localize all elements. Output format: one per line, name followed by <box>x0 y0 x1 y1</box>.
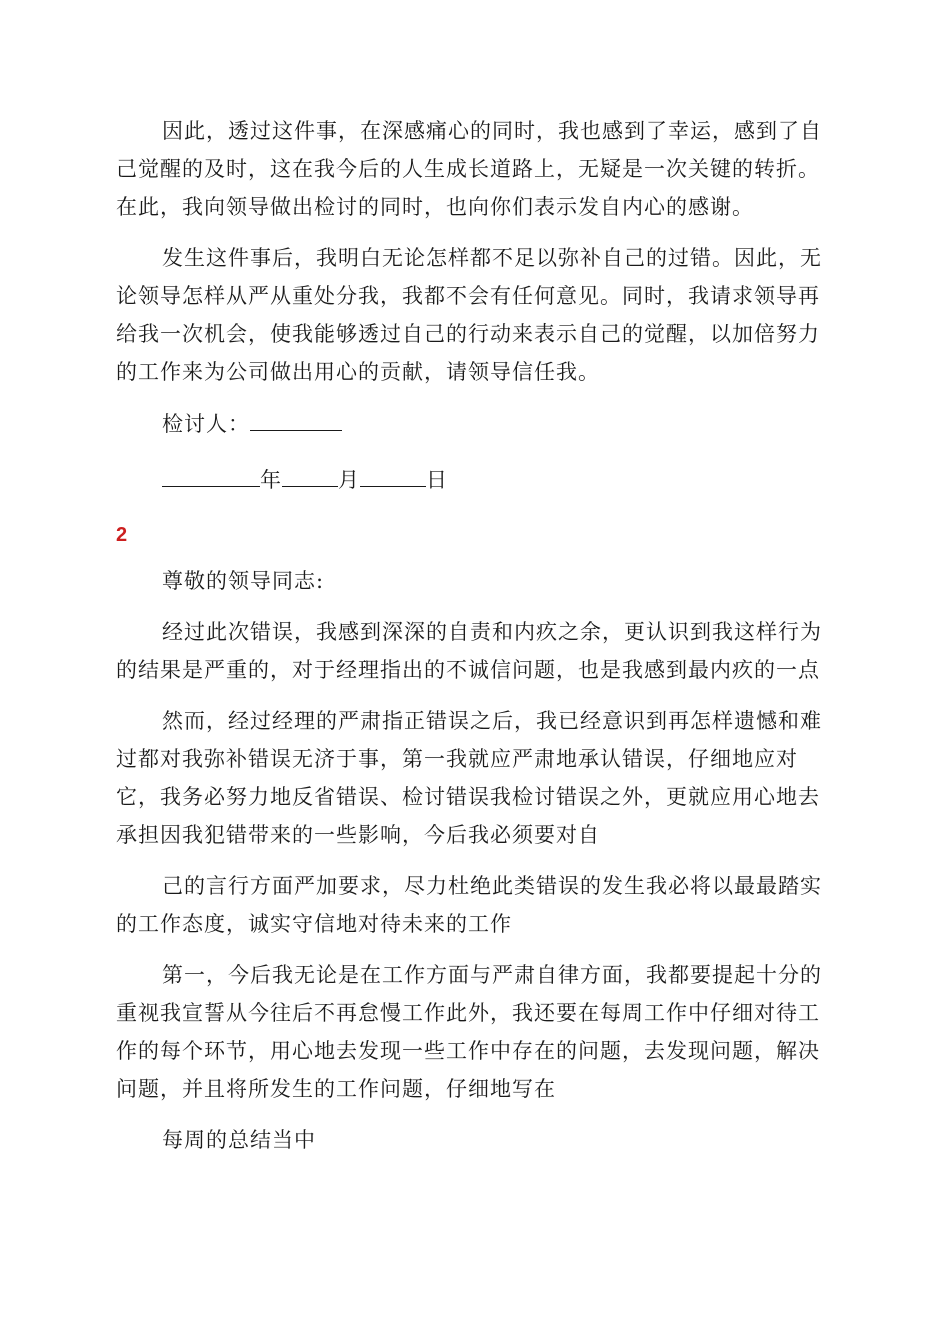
reviewer-signature-line <box>116 404 832 443</box>
paragraph-self-reproach <box>116 613 832 689</box>
text-line: 发生这件事后，我明白无论怎样都不足以弥补自己的过错。因此，无 <box>162 246 822 270</box>
paragraph-weekly-summary <box>116 1121 832 1159</box>
year-label: 年 <box>260 468 282 492</box>
text-line: 承担因我犯错带来的一些影响，今后我必须要对自 <box>116 823 600 847</box>
year-blank <box>162 460 260 487</box>
document-body <box>116 112 832 1172</box>
text-line: 尊敬的领导同志: <box>162 569 325 593</box>
text-line: 问题，并且将所发生的工作问题，仔细地写在 <box>116 1077 556 1101</box>
paragraph-acknowledgement <box>116 702 832 854</box>
text-line: 己的言行方面严加要求，尽力杜绝此类错误的发生我必将以最最踏实 <box>162 874 822 898</box>
text-line: 然而，经过经理的严肃指正错误之后，我已经意识到再怎样遗憾和难 <box>162 709 822 733</box>
text-line: 的工作来为公司做出用心的贡献，请领导信任我。 <box>116 360 600 384</box>
text-line: 的工作态度，诚实守信地对待未来的工作 <box>116 912 512 936</box>
text-line: 经过此次错误，我感到深深的自责和内疚之余，更认识到我这样行为 <box>162 620 822 644</box>
text-line: 论领导怎样从严从重处分我，我都不会有任何意见。同时，我请求领导再 <box>116 284 820 308</box>
paragraph-commitment <box>116 867 832 943</box>
text-line: 的结果是严重的，对于经理指出的不诚信问题，也是我感到最内疚的一点 <box>116 658 820 682</box>
paragraph-first-point <box>116 956 832 1108</box>
day-label: 日 <box>426 468 448 492</box>
text-line: 它，我务必努力地反省错误、检讨错误我检讨错误之外，更就应用心地去 <box>116 785 820 809</box>
text-line: 每周的总结当中 <box>162 1128 316 1152</box>
text-line: 给我一次机会，使我能够透过自己的行动来表示自己的觉醒，以加倍努力 <box>116 322 820 346</box>
date-line <box>116 460 832 499</box>
text-line: 第一，今后我无论是在工作方面与严肃自律方面，我都要提起十分的 <box>162 963 822 987</box>
text-line: 己觉醒的及时，这在我今后的人生成长道路上，无疑是一次关键的转折。 <box>116 157 820 181</box>
month-blank <box>282 460 338 487</box>
paragraph-request <box>116 239 832 391</box>
day-blank <box>360 460 426 487</box>
text-line: 因此，透过这件事，在深感痛心的同时，我也感到了幸运，感到了自 <box>162 119 822 143</box>
reviewer-label: 检讨人： <box>162 412 250 436</box>
text-line: 重视我宣誓从今往后不再怠慢工作此外，我还要在每周工作中仔细对待工 <box>116 1001 820 1025</box>
text-line: 作的每个环节，用心地去发现一些工作中存在的问题，去发现问题，解决 <box>116 1039 820 1063</box>
reviewer-blank <box>250 404 342 431</box>
month-label: 月 <box>338 468 360 492</box>
text-line: 在此，我向领导做出检讨的同时，也向你们表示发自内心的感谢。 <box>116 195 754 219</box>
paragraph-gratitude <box>116 112 832 226</box>
text-line: 过都对我弥补错误无济于事，第一我就应严肃地承认错误，仔细地应对 <box>116 747 798 771</box>
section-number: 2 <box>116 524 128 546</box>
salutation <box>116 562 832 600</box>
